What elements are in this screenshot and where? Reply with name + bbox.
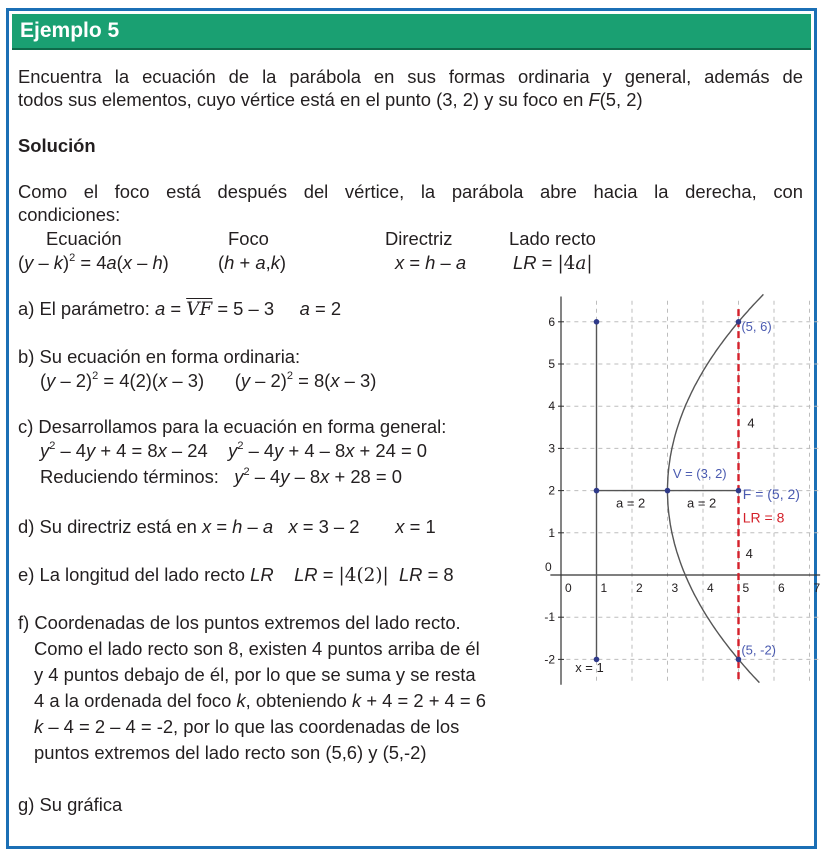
label-four-bottom: 4 — [745, 546, 753, 562]
solution-intro-1: Como el foco está después del vértice, la parábola abre hacia la derecha, con — [18, 181, 803, 202]
label-a-left: a = 2 — [616, 495, 646, 511]
x-tick-label: 2 — [636, 581, 643, 595]
step-f-line-6: puntos extremos del lado recto son (5,6) y (5,-2) — [34, 742, 427, 763]
graph-point — [594, 488, 600, 494]
cond-directriz: x = h – a — [395, 252, 467, 273]
x-tick-label: 4 — [707, 581, 714, 595]
label-vertex: V = (3, 2) — [672, 465, 727, 481]
y-tick-label: -2 — [544, 652, 555, 667]
step-f-line-3: y 4 puntos debajo de él, por lo que se suma y se resta — [34, 664, 476, 685]
step-f-line-2: Como el lado recto son 8, existen 4 puntos arriba de él — [34, 638, 480, 659]
cond-header-lado-recto: Lado recto — [509, 228, 596, 249]
y-tick-label: 1 — [548, 525, 555, 540]
y-tick-label: 2 — [548, 483, 555, 498]
step-f-line-1: f) Coordenadas de los puntos extremos del lado recto. — [18, 612, 461, 633]
problem-line-2: todos sus elementos, cuyo vértice está en el punto (3, 2) y su foco en F(5, 2) — [18, 89, 643, 110]
label-bottom-point: (5, -2) — [741, 642, 777, 658]
step-f-line-5: k – 4 = 2 – 4 = -2, por lo que las coordenadas de los — [34, 716, 460, 737]
problem-line-1: Encuentra la ecuación de la parábola en sus formas ordinaria y general, además de — [18, 66, 803, 87]
cond-header-directriz: Directriz — [385, 228, 453, 249]
graph-point — [594, 319, 600, 325]
cond-lado-recto: LR = |4a| — [513, 252, 593, 274]
y-tick-label: 0 — [545, 560, 552, 574]
step-f-line-4: 4 a la ordenada del foco k, obteniendo k + 4 = 2 + 4 = 6 — [34, 690, 486, 711]
label-a-right: a = 2 — [687, 495, 717, 511]
y-tick-label: -1 — [544, 610, 555, 625]
step-c-reduce: Reduciendo términos: $y^2 - 4y - 8x + 28 = 0$ — [40, 466, 402, 487]
step-e: e) La longitud del lado recto LR LR = |4(2)| LR = 8 — [18, 564, 454, 586]
graph-point — [736, 657, 742, 663]
parabola-graph — [528, 296, 821, 694]
step-c-title: c) Desarrollamos para la ecuación en forma general: — [18, 416, 447, 437]
cond-ecuacion: (y – k)$^2$ = 4a(x – h) — [18, 252, 169, 273]
x-tick-label: 5 — [742, 581, 750, 595]
graph-point — [665, 488, 671, 494]
solution-intro-2: condiciones: — [18, 204, 121, 225]
step-g: g) Su gráfica — [18, 794, 123, 815]
label-directrix: x = 1 — [575, 660, 604, 676]
cond-header-ecuacion: Ecuación — [46, 228, 122, 249]
x-tick-label: 7 — [813, 581, 821, 595]
example-title: Ejemplo 5 — [20, 19, 120, 42]
example-header — [12, 14, 811, 50]
step-a: a) El parámetro: $a = \overline{VF} = 5 - 3$ a = 2 — [18, 298, 342, 320]
label-latus-rectum: LR = 8 — [742, 509, 785, 526]
y-tick-label: 4 — [548, 399, 555, 414]
y-tick-label: 5 — [548, 357, 555, 371]
solution-heading: Solución — [18, 135, 96, 156]
y-tick-label: 6 — [548, 314, 555, 329]
step-d: d) Su directriz está en x = h – a x = 3 – 2 x = 1 — [18, 516, 436, 537]
x-tick-label: 3 — [671, 581, 679, 595]
step-b-title: b) Su ecuación en forma ordinaria: — [18, 346, 301, 367]
step-b-equations: (y – 2)$^2$ = 4(2)(x – 3) (y – 2)$^2$ = 8(x – 3) — [40, 370, 377, 391]
x-tick-label: 6 — [778, 581, 785, 595]
label-top-point: (5, 6) — [741, 319, 772, 335]
step-c-expand: $y^2 - 4y + 4 = 8x - 24$ $y^2 - 4y + 4 - 8x + 24 = 0$ — [40, 440, 428, 461]
x-tick-label: 0 — [565, 581, 572, 595]
cond-foco: (h + a,k) — [218, 252, 287, 273]
graph-point — [736, 488, 742, 494]
cond-header-foco: Foco — [228, 228, 269, 249]
x-tick-label: 1 — [600, 581, 608, 595]
label-focus: F = (5, 2) — [742, 486, 800, 503]
y-tick-label: 3 — [548, 441, 555, 456]
label-four-top: 4 — [747, 415, 755, 431]
